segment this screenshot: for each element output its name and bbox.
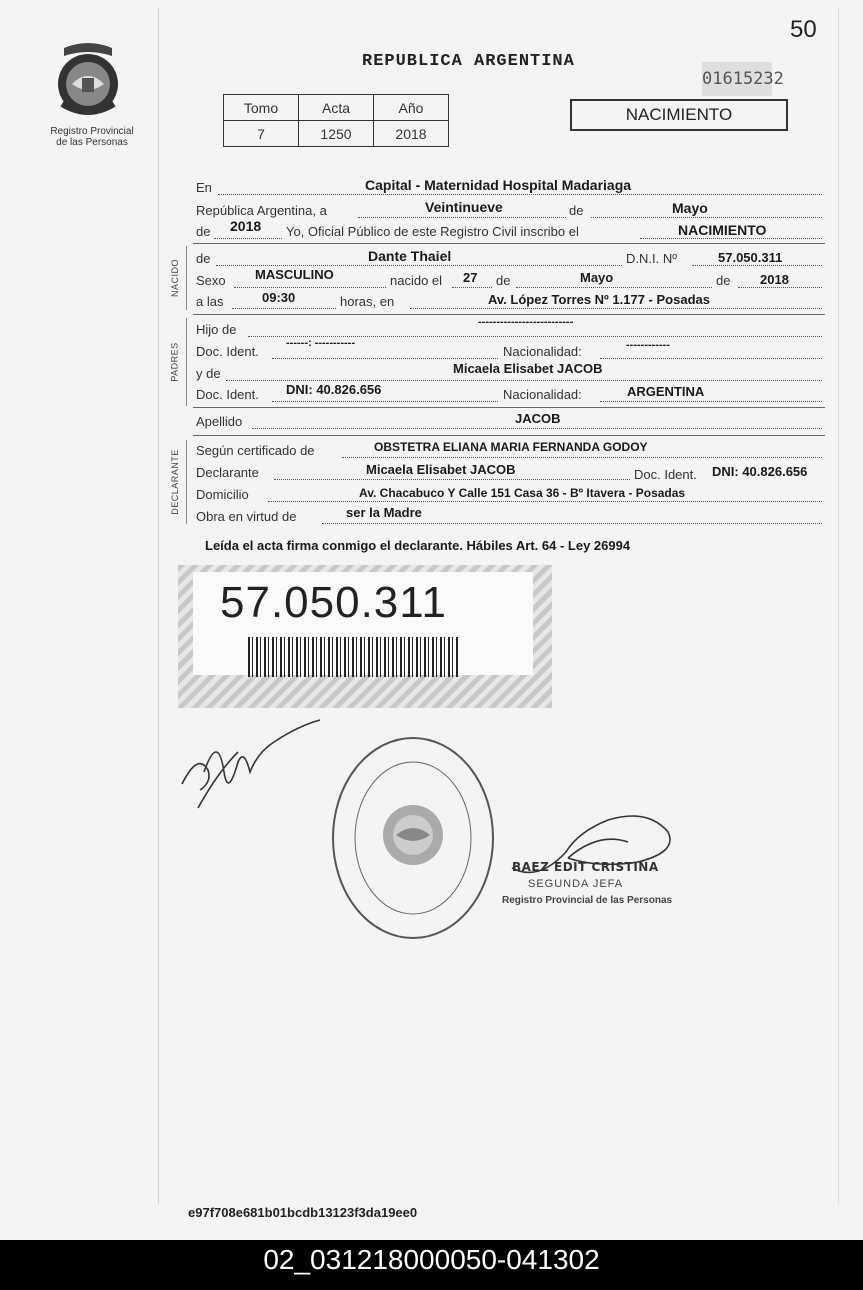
day-value: Veintinueve <box>425 199 503 215</box>
provincial-logo-icon <box>52 38 124 122</box>
certificado-value: OBSTETRA ELIANA MARIA FERNANDA GODOY <box>374 440 648 454</box>
apellido-label: Apellido <box>196 414 243 429</box>
hijo-de-label: Hijo de <box>196 322 237 337</box>
official-seal-icon <box>330 735 496 941</box>
dni-stamp <box>178 565 552 708</box>
obra-value: ser la Madre <box>346 505 422 520</box>
de-label: de <box>569 203 584 218</box>
oficial-text: Yo, Oficial Público de este Registro Civil inscribo el <box>286 224 579 239</box>
domicilio-label: Domicilio <box>196 487 249 502</box>
official-registry: Registro Provincial de las Personas <box>502 895 673 906</box>
header-acta: Acta <box>299 95 374 121</box>
obra-label: Obra en virtud de <box>196 509 297 524</box>
certificado-label: Según certificado de <box>196 443 315 458</box>
page-number: 50 <box>790 16 817 43</box>
record-type-box: NACIMIENTO <box>570 99 788 131</box>
doc-ident-1-label: Doc. Ident. <box>196 344 259 359</box>
mother-doc-value: DNI: 40.826.656 <box>286 382 382 397</box>
sexo-label: Sexo <box>196 273 226 288</box>
domicilio-value: Av. Chacabuco Y Calle 151 Casa 36 - Bº Itavera - Posadas <box>359 486 686 500</box>
sexo-value: MASCULINO <box>255 267 334 282</box>
barcode-icon <box>248 637 458 677</box>
child-name-value: Dante Thaiel <box>368 248 452 264</box>
declarante-section-label: DECLARANTE <box>170 449 181 515</box>
dni-stamp-number: 57.050.311 <box>220 578 447 627</box>
value-anio: 2018 <box>374 121 449 147</box>
nacido-de-label: de <box>196 251 211 266</box>
father-nationality-value: ------------ <box>626 339 670 351</box>
horas-label: horas, en <box>340 294 395 309</box>
table-header-row <box>224 95 449 121</box>
official-role: SEGUNDA JEFA <box>528 878 624 890</box>
year-value: 2018 <box>230 218 262 234</box>
tomo-acta-anio-table <box>223 94 449 147</box>
father-doc-value: ------: ----------- <box>286 337 355 349</box>
month-value: Mayo <box>672 200 708 216</box>
nacido-de3-label: de <box>716 273 731 288</box>
nacionalidad-2-label: Nacionalidad: <box>503 387 582 402</box>
page-right-border <box>838 8 839 1204</box>
birth-year-value: 2018 <box>760 272 789 287</box>
nacido-section-label: NACIDO <box>170 258 181 298</box>
document-hash: e97f708e681b01bcdb13123f3da19ee0 <box>188 1205 418 1220</box>
birth-time-value: 09:30 <box>262 290 296 305</box>
padres-section-label: PADRES <box>170 342 180 382</box>
nacionalidad-1-label: Nacionalidad: <box>503 344 582 359</box>
nacido-el-label: nacido el <box>390 273 443 288</box>
declarante-label: Declarante <box>196 465 259 480</box>
dni-label: D.N.I. Nº <box>626 251 677 266</box>
declarant-signature-icon <box>178 712 328 822</box>
alas-label: a las <box>196 294 224 309</box>
serial-number: 01615232 <box>702 62 772 96</box>
header-tomo: Tomo <box>224 95 299 121</box>
apellido-value: JACOB <box>515 411 561 426</box>
value-acta: 1250 <box>299 121 374 147</box>
official-name: BAEZ EDIT CRISTINA <box>512 860 659 874</box>
en-label: En <box>196 180 212 195</box>
footer-code-bar <box>0 1240 863 1290</box>
inscribo-value: NACIMIENTO <box>678 222 767 238</box>
document-title: REPUBLICA ARGENTINA <box>362 52 575 71</box>
republica-label: República Argentina, a <box>196 203 327 218</box>
doc-ident-3-label: Doc. Ident. <box>634 467 697 482</box>
footer-code: 02_031218000050-041302 <box>263 1244 600 1275</box>
header-anio: Año <box>374 95 449 121</box>
registry-label: Registro Provincial de las Personas <box>50 126 134 148</box>
nacido-de2-label: de <box>496 273 511 288</box>
declarante-value: Micaela Elisabet JACOB <box>366 462 516 477</box>
mother-name-value: Micaela Elisabet JACOB <box>453 361 603 376</box>
birth-place-value: Av. López Torres Nº 1.177 - Posadas <box>488 292 710 307</box>
table-row <box>224 121 449 147</box>
doc-ident-2-label: Doc. Ident. <box>196 387 259 402</box>
child-dni-value: 57.050.311 <box>718 250 783 265</box>
page-left-border <box>158 8 159 1204</box>
value-tomo: 7 <box>224 121 299 147</box>
father-value: -------------------------- <box>478 316 574 328</box>
birth-month-value: Mayo <box>580 270 614 285</box>
mother-nationality-value: ARGENTINA <box>627 384 705 399</box>
y-de-label: y de <box>196 366 221 381</box>
place-value: Capital - Maternidad Hospital Madariaga <box>365 177 632 193</box>
closing-statement: Leída el acta firma conmigo el declarante. Hábiles Art. 64 - Ley 26994 <box>205 538 631 553</box>
de2-label: de <box>196 224 211 239</box>
birth-day-value: 27 <box>463 270 478 285</box>
declarante-doc-value: DNI: 40.826.656 <box>712 464 808 479</box>
